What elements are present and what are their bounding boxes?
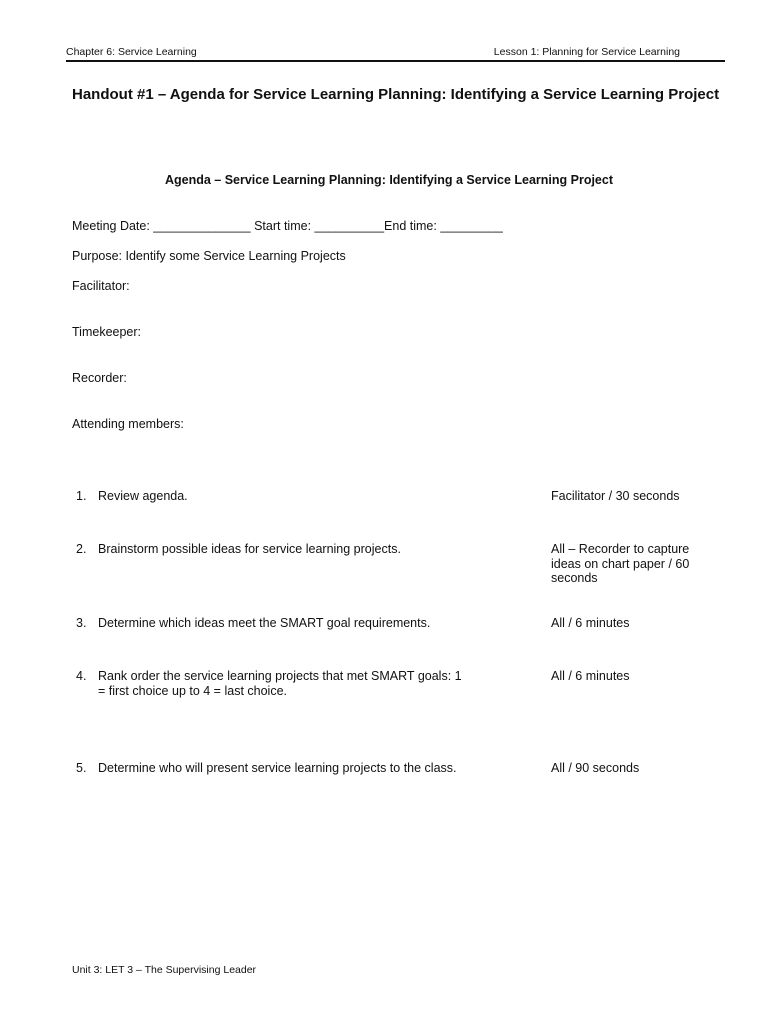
recorder-label: Recorder: (72, 371, 127, 385)
running-header (66, 46, 702, 60)
page-footer: Unit 3: LET 3 – The Supervising Leader (72, 964, 257, 976)
agenda-title: Agenda – Service Learning Planning: Identifying a Service Learning Project (164, 173, 614, 187)
agenda-item-owner-time: All / 6 minutes (551, 669, 630, 683)
agenda-item-text: Review agenda. (98, 489, 188, 503)
timekeeper-label: Timekeeper: (72, 325, 142, 339)
handout-title: Handout #1 – Agenda for Service Learning Planning: Identifying a Service Learning Project (72, 86, 720, 103)
agenda-item-text: Brainstorm possible ideas for service learning projects. (98, 542, 401, 556)
agenda-item-owner-time: All / 6 minutes (551, 616, 630, 630)
agenda-item-number: 2. (76, 542, 87, 556)
agenda-item-owner-time: All – Recorder to capture ideas on chart paper / 60 seconds (551, 542, 690, 585)
agenda-item-owner-time: All / 90 seconds (551, 761, 640, 775)
agenda-item-number: 3. (76, 616, 87, 630)
meeting-date-line: Meeting Date: ______________ Start time: __________End time: _________ (72, 219, 503, 233)
agenda-item-text: Determine who will present service learning projects to the class. (98, 761, 457, 775)
chapter-label: Chapter 6: Service Learning (66, 46, 197, 58)
agenda-item-owner-time: Facilitator / 30 seconds (551, 489, 680, 503)
agenda-item-number: 4. (76, 669, 87, 683)
attending-members-label: Attending members: (72, 417, 184, 431)
agenda-item-text: Rank order the service learning projects that met SMART goals: 1 = first choice up to 4 = last choice. (98, 669, 462, 698)
header-divider (66, 60, 725, 62)
lesson-label: Lesson 1: Planning for Service Learning (493, 46, 680, 58)
agenda-item-number: 5. (76, 761, 87, 775)
agenda-item-number: 1. (76, 489, 87, 503)
facilitator-label: Facilitator: (72, 279, 130, 293)
purpose-line: Purpose: Identify some Service Learning Projects (72, 249, 346, 263)
agenda-item-text: Determine which ideas meet the SMART goal requirements. (98, 616, 431, 630)
